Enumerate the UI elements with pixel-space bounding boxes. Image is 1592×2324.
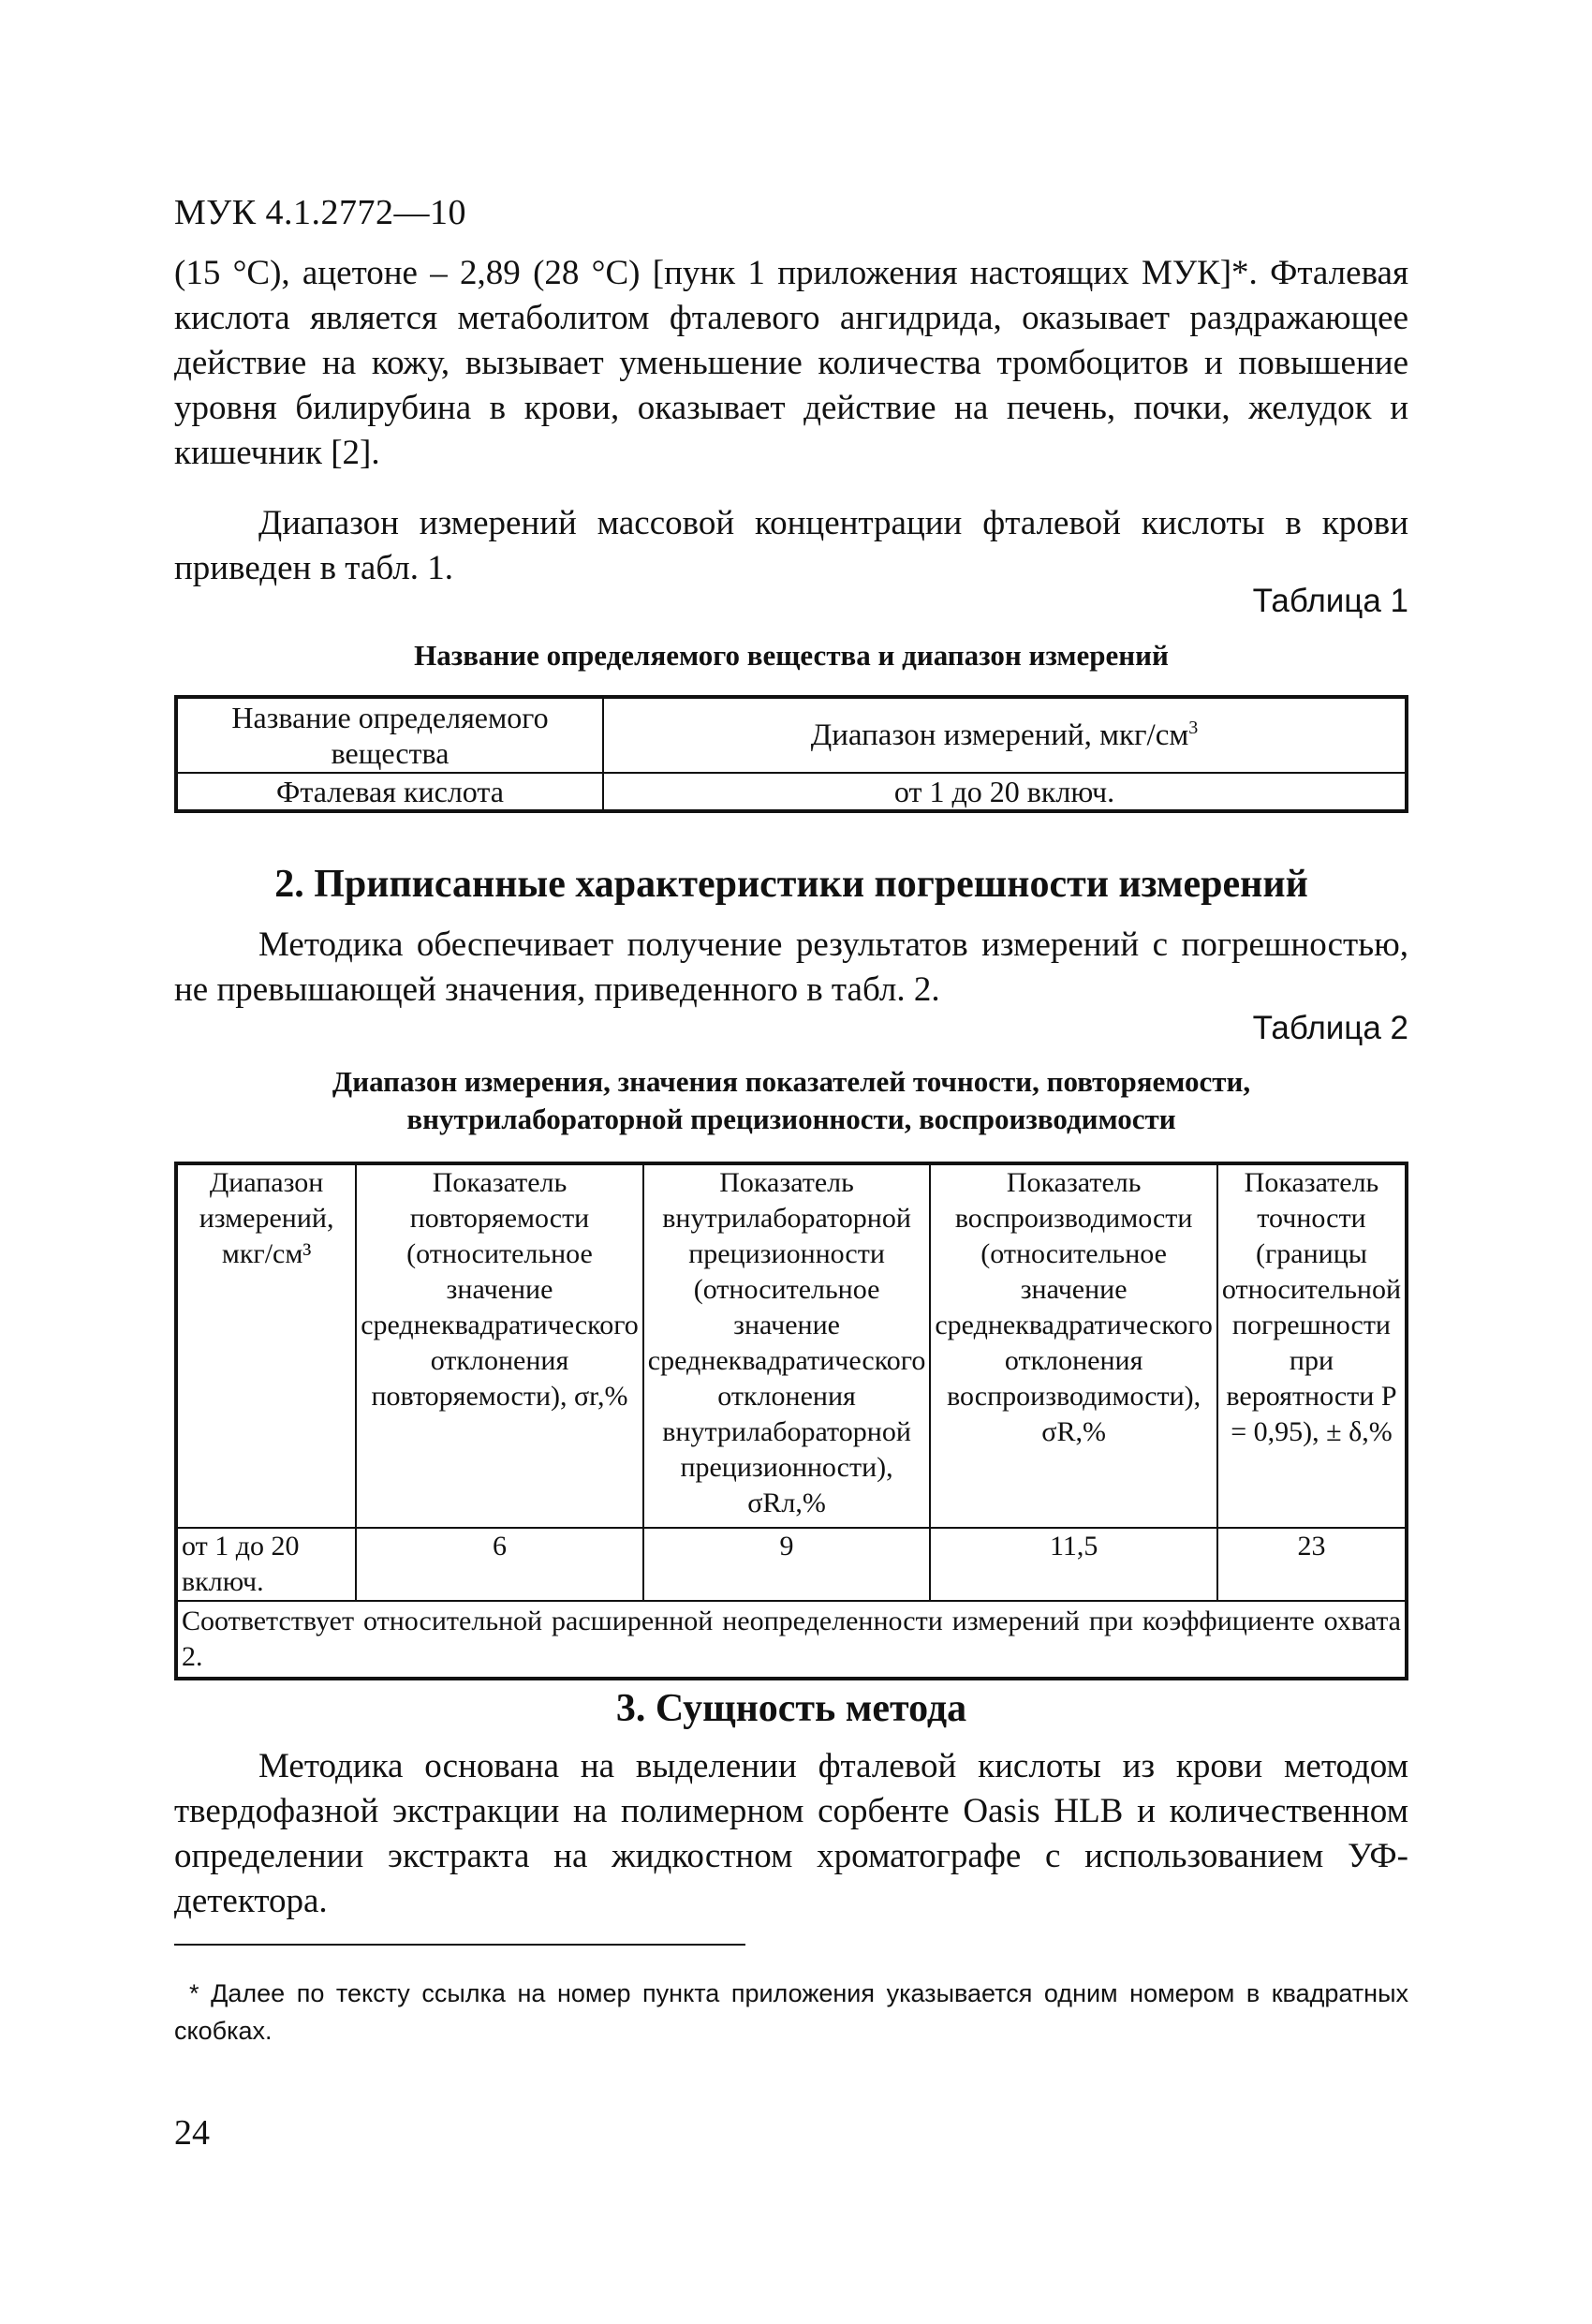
table2-title-line2: внутрилабораторной прецизионности, воспроизводимости (406, 1103, 1176, 1135)
page-number: 24 (174, 2113, 210, 2153)
table1-col2-header-text: Диапазон измерений, мкг/см (810, 718, 1189, 752)
table2-header-row (176, 1163, 1407, 1528)
table1-col1-header (176, 697, 603, 773)
table1-substance-cell: Фталевая кислота (176, 773, 603, 811)
table1-col1-header-text: Название определяемого вещества (231, 701, 549, 770)
table2-header-intralab: Показатель внутрилабораторной прецизионности (относительное значение среднеквадратического отклонения внутрилабораторной прецизионности), σRл,% (643, 1163, 931, 1528)
table2 (174, 1162, 1408, 1680)
table1 (174, 695, 1408, 813)
table2-cell-range: от 1 до 20 включ. (176, 1528, 356, 1601)
table2-header-repeatability: Показатель повторяемости (относительное значение среднеквадратического отклонения повторяемости), σr,% (356, 1163, 643, 1528)
table2-caption: Таблица 2 (1252, 1010, 1408, 1046)
table2-header-range: Диапазон измерений, мкг/см³ (176, 1163, 356, 1528)
table1-range-cell: от 1 до 20 включ. (603, 773, 1407, 811)
section2-heading: 2. Приписанные характеристики погрешности измерений (274, 863, 1308, 906)
footnote: * Далее по тексту ссылка на номер пункта приложения указывается одним номером в квадратных скобках. (174, 1979, 1408, 2045)
table1-data-row (176, 773, 1407, 811)
table2-cell-accuracy: 23 (1217, 1528, 1407, 1601)
table2-data-row (176, 1528, 1407, 1601)
table2-title-line1: Диапазон измерения, значения показателей точности, повторяемости, (332, 1065, 1251, 1098)
table2-note: Соответствует относительной расширенной неопределенности измерений при коэффициенте охвата 2. (176, 1601, 1407, 1679)
intro-paragraph: (15 °С), ацетоне – 2,89 (28 °С) [пунк 1 приложения настоящих МУК]*. Фталевая кислота является метаболитом фталевого ангидрида, оказывает раздражающее действие на кожу, вызывает уменьшение количества тромбоцитов и повышение уровня билирубина в крови, оказывает действие на печень, почки, желудок и кишечник [2]. (174, 254, 1408, 472)
table2-note-row (176, 1601, 1407, 1679)
footnote-divider (174, 1944, 745, 1946)
table2-header-accuracy: Показатель точности (границы относительной погрешности при вероятности P = 0,95), ± δ,% (1217, 1163, 1407, 1528)
table1-col2-header (603, 697, 1407, 773)
document-header: МУК 4.1.2772—10 (174, 193, 467, 232)
section3-paragraph: Методика основана на выделении фталевой кислоты из крови методом твердофазной экстракции на полимерном сорбенте Oasis HLB и количественном определении экстракта на жидкостном хроматографе с использованием УФ-детектора. (174, 1747, 1408, 1920)
table1-caption: Таблица 1 (1252, 583, 1408, 619)
table2-header-reproducibility: Показатель воспроизводимости (относительное значение среднеквадратического отклонения воспроизводимости), σR,% (930, 1163, 1217, 1528)
section2-paragraph: Методика обеспечивает получение результатов измерений с погрешностью, не превышающей значения, приведенного в табл. 2. (174, 925, 1408, 1009)
range-paragraph: Диапазон измерений массовой концентрации фталевой кислоты в крови приведен в табл. 1. (174, 504, 1408, 587)
table2-cell-repeatability: 6 (356, 1528, 643, 1601)
table1-header-row (176, 697, 1407, 773)
table1-title: Название определяемого вещества и диапазон измерений (414, 639, 1169, 672)
table2-cell-reproducibility: 11,5 (930, 1528, 1217, 1601)
table1-col2-sup: 3 (1188, 718, 1199, 738)
section3-heading: 3. Сущность метода (615, 1687, 967, 1730)
table2-cell-intralab: 9 (643, 1528, 931, 1601)
